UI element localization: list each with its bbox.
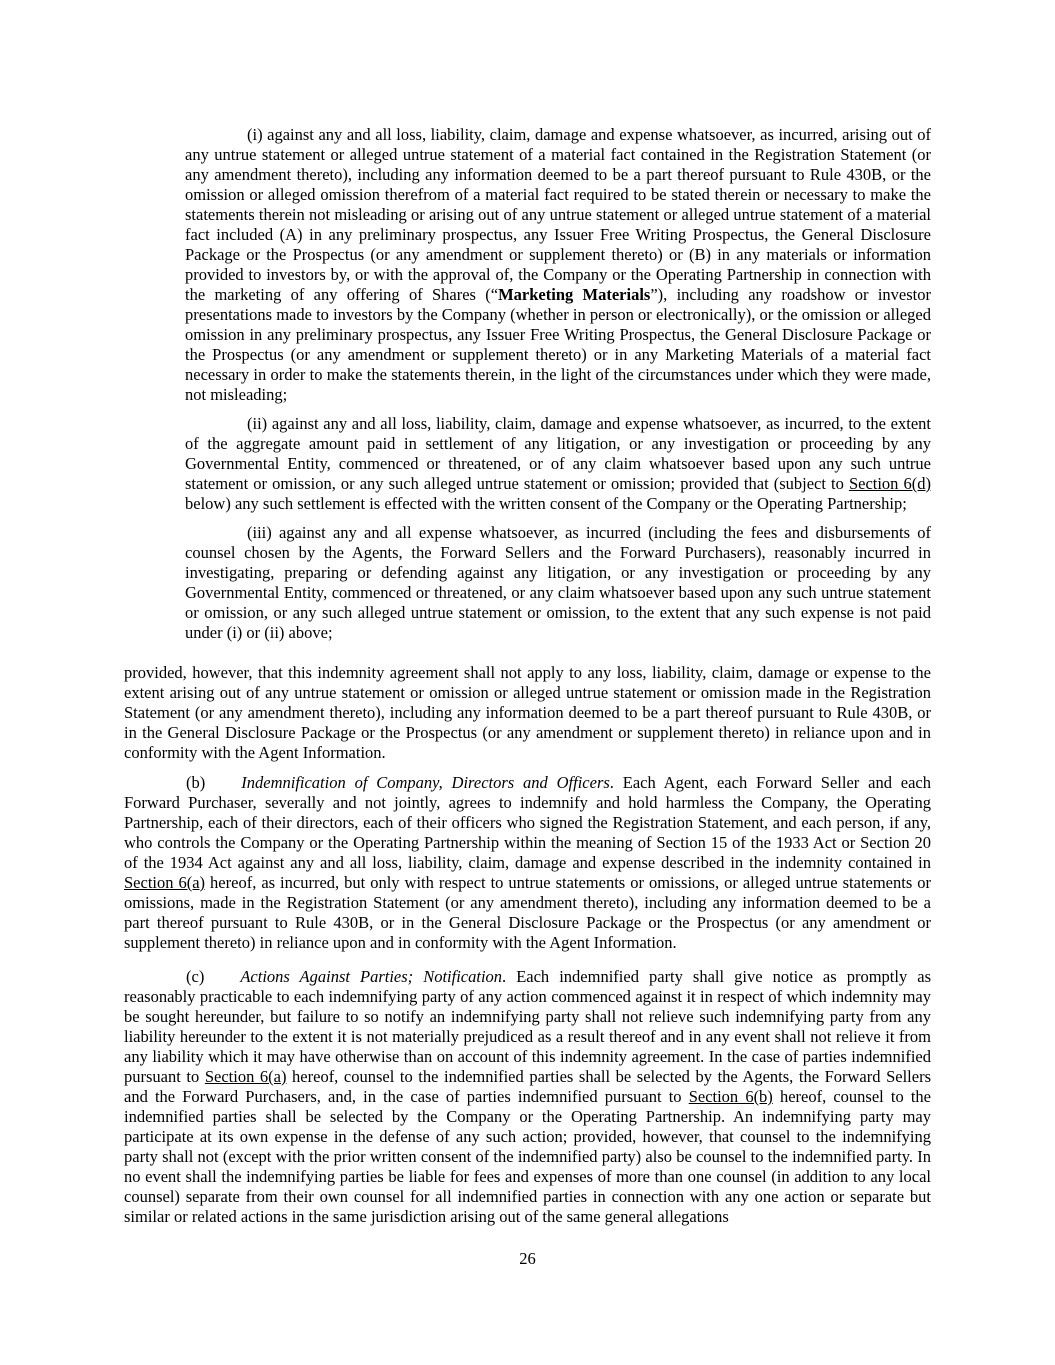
clause-ii-text-lead: (ii) against any and all loss, liability, claim, damage and expense whatsoever, as incurred, to the extent of the aggregate amount paid in settlement of any litigation, or any investigation or proceeding by any Governmental Entity, commenced or threatened, or of any claim whatsoever based upon any such untrue statement or omission, or any such alleged untrue statement or omission; provided that (subject to: [185, 414, 931, 493]
defined-term-marketing-materials: Marketing Materials: [498, 285, 651, 304]
clause-c-paragraph: [124, 967, 931, 1227]
page-number: 26: [519, 1249, 536, 1268]
clause-b-heading: Indemnification of Company, Directors and Officers: [241, 773, 610, 792]
section-6b-reference: Section 6(b): [688, 1087, 773, 1106]
section-6a-reference: Section 6(a): [124, 873, 206, 892]
section-6d-reference: Section 6(d): [848, 474, 931, 493]
clause-c-text-2: hereof, counsel to the indemnified parties shall be selected by the Agents, the Forward Sellers and the Forward Purchasers, and, in the case of parties indemnified pursuant to: [124, 1067, 931, 1106]
proviso-text: provided, however, that this indemnity agreement shall not apply to any loss, liability, claim, damage or expense to the extent arising out of any untrue statement or omission or alleged untrue statement or omission made in the Registration Statement (or any amendment thereto), including any information deemed to be a part thereof pursuant to Rule 430B, or in the General Disclosure Package or the Prospectus (or any amendment or supplement thereto) in reliance upon and in conformity with the Agent Information.: [124, 663, 931, 762]
clause-iii-paragraph: [185, 523, 931, 643]
section-6a-reference: Section 6(a): [204, 1067, 287, 1086]
clause-i-text-tail: ”), including any roadshow or investor presentations made to investors by the Company (whether in person or electronically), or the omission or alleged omission in any preliminary prospectus, any Issuer Free Writing Prospectus, the General Disclosure Package or the Prospectus (or any amendment or supplement thereto) or in any Marketing Materials of a material fact necessary in order to make the statements therein, in the light of the circumstances under which they were made, not misleading;: [185, 285, 931, 404]
clause-c-label: (c): [186, 967, 205, 986]
clause-ii-text-tail: below) any such settlement is effected with the written consent of the Company or the Operating Partnership;: [185, 494, 907, 513]
clause-c-text-1: . Each indemnified party shall give notice as promptly as reasonably practicable to each indemnifying party of any action commenced against it in respect of which indemnity may be sought hereunder, but failure to so notify an indemnifying party shall not relieve such indemnifying party from any liability hereunder to the extent it is not materially prejudiced as a result thereof and in any event shall not relieve it from any liability which it may have otherwise than on account of this indemnity agreement. In the case of parties indemnified pursuant to: [124, 967, 931, 1086]
clause-b-label: (b): [186, 773, 206, 792]
clause-b-paragraph: [124, 773, 931, 953]
clause-b-text-1: . Each Agent, each Forward Seller and each Forward Purchaser, severally and not jointly, agrees to indemnify and hold harmless the Company, the Operating Partnership, each of their directors, each of their officers who signed the Registration Statement, and each person, if any, who controls the Company or the Operating Partnership within the meaning of Section 15 of the 1933 Act or Section 20 of the 1934 Act against any and all loss, liability, claim, damage and expense described in the indemnity contained in: [124, 773, 932, 872]
clause-i-text-lead: (i) against any and all loss, liability, claim, damage and expense whatsoever, as incurred, arising out of any untrue statement or alleged untrue statement of a material fact contained in the Registration Statement (or any amendment thereto), including any information deemed to be a part thereof pursuant to Rule 430B, or the omission or alleged omission therefrom of a material fact required to be stated therein or necessary to make the statements therein not misleading or arising out of any untrue statement or alleged untrue statement of a material fact included (A) in any preliminary prospectus, any Issuer Free Writing Prospectus, the General Disclosure Package or the Prospectus (or any amendment or supplement thereto) or (B) in any materials or information provided to investors by, or with the approval of, the Company or the Operating Partnership in connection with the marketing of any offering of Shares (“: [185, 125, 931, 304]
clause-c-text-3: hereof, counsel to the indemnified parties shall be selected by the Company or the Operating Partnership. An indemnifying party may participate at its own expense in the defense of any such action; provided, however, that counsel to the indemnifying party shall not (except with the prior written consent of the indemnified party) also be counsel to the indemnified party. In no event shall the indemnifying parties be liable for fees and expenses of more than one counsel (in addition to any local counsel) separate from their own counsel for all indemnified parties in connection with any one action or separate but similar or related actions in the same jurisdiction arising out of the same general allegations: [124, 1087, 932, 1226]
clause-i-paragraph: [185, 125, 931, 405]
proviso-paragraph: [124, 663, 931, 763]
clause-b-text-2: hereof, as incurred, but only with respect to untrue statements or omissions, or alleged untrue statements or omissions, made in the Registration Statement (or any amendment thereto), including any information deemed to be a part thereof pursuant to Rule 430B, or in the General Disclosure Package or the Prospectus (or any amendment or supplement thereto) in reliance upon and in conformity with the Agent Information.: [124, 873, 932, 952]
clause-iii-text: (iii) against any and all expense whatsoever, as incurred (including the fees and disbursements of counsel chosen by the Agents, the Forward Sellers and the Forward Purchasers), reasonably incurred in investigating, preparing or defending against any litigation, or any investigation or proceeding by any Governmental Entity, commenced or threatened, or any claim whatsoever based upon any such untrue statement or omission, or any such alleged untrue statement or omission, to the extent that any such expense is not paid under (i) or (ii) above;: [185, 523, 931, 642]
clause-ii-paragraph: [185, 414, 931, 514]
clause-c-heading: Actions Against Parties; Notification: [240, 967, 503, 986]
